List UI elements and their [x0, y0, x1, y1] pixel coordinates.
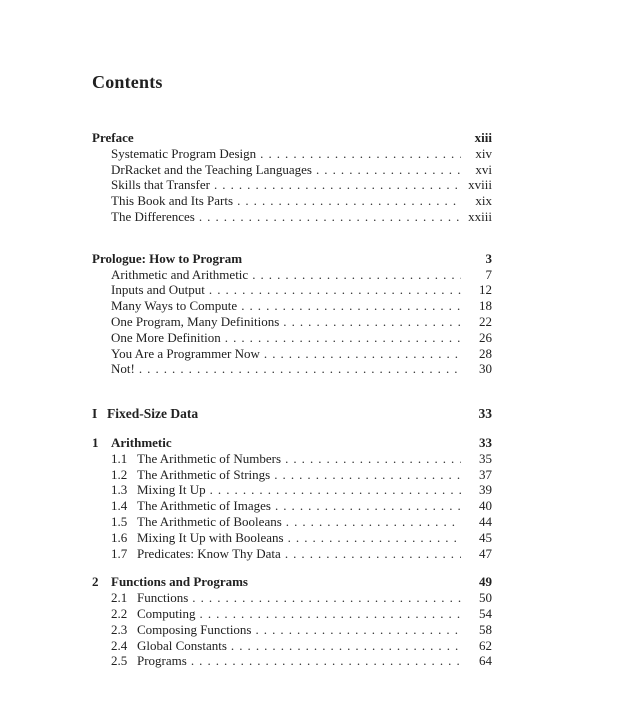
heading-title: Arithmetic	[111, 434, 172, 450]
toc-entry-row	[92, 330, 492, 346]
toc-heading-row	[92, 406, 492, 422]
entry-title: Mixing It Up	[137, 482, 206, 498]
entry-title: Global Constants	[137, 637, 227, 653]
toc-entry-row	[92, 314, 492, 330]
entry-number: 2.2	[111, 605, 128, 621]
heading-page-number: 3	[485, 250, 492, 266]
toc-entry-row	[92, 298, 492, 314]
toc-section	[92, 435, 492, 561]
heading-title: Prologue: How to Program	[92, 250, 243, 266]
toc-entry-row	[92, 267, 492, 283]
toc-entry-row	[92, 482, 492, 498]
dot-leader	[252, 267, 461, 283]
entry-title: The Arithmetic of Booleans	[137, 513, 282, 529]
entry-title: The Arithmetic of Images	[137, 498, 271, 514]
entry-title: The Arithmetic of Numbers	[137, 450, 282, 466]
entry-title: Predicates: Know Thy Data	[137, 545, 281, 561]
entry-page-number: 39	[479, 482, 492, 498]
entry-page-number: 26	[479, 329, 492, 345]
heading-page-number: 33	[479, 434, 492, 450]
entry-number: 1.5	[111, 513, 128, 529]
entry-page-number: 54	[479, 605, 492, 621]
page-content	[92, 0, 492, 669]
toc-entry-row	[92, 514, 492, 530]
dot-leader	[199, 209, 461, 225]
entry-page-number: xviii	[468, 177, 492, 193]
toc-entry-row	[92, 606, 492, 622]
entry-page-number: xiv	[475, 145, 492, 161]
entry-number: 1.2	[111, 466, 128, 482]
toc-entry-row	[92, 590, 492, 606]
toc-entry-row	[92, 530, 492, 546]
entry-number: 1.7	[111, 545, 128, 561]
entry-page-number: xvi	[475, 161, 492, 177]
dot-leader	[214, 177, 461, 193]
toc-heading-row	[92, 130, 492, 146]
entry-title: This Book and Its Parts	[111, 193, 234, 209]
entry-title: Inputs and Output	[111, 282, 205, 298]
dot-leader	[264, 346, 461, 362]
entry-number: 2.5	[111, 653, 128, 669]
dot-leader	[286, 514, 461, 530]
dot-leader	[256, 622, 462, 638]
heading-number: 2	[92, 574, 99, 590]
dot-leader	[200, 606, 461, 622]
toc-entry-row	[92, 346, 492, 362]
heading-number: 1	[92, 434, 99, 450]
entry-page-number: 50	[479, 590, 492, 606]
entry-page-number: 30	[479, 361, 492, 377]
entry-title: The Differences	[111, 208, 195, 224]
toc-heading-row	[92, 435, 492, 451]
entry-number: 1.4	[111, 498, 128, 514]
dot-leader	[285, 546, 461, 562]
dot-leader	[288, 530, 461, 546]
entry-number: 2.1	[111, 590, 128, 606]
entry-number: 1.6	[111, 529, 128, 545]
heading-page-number: 33	[478, 406, 492, 422]
toc-section	[92, 251, 492, 377]
dot-leader	[210, 482, 461, 498]
entry-page-number: 40	[479, 498, 492, 514]
dot-leader	[191, 653, 461, 669]
entry-page-number: 45	[479, 529, 492, 545]
entry-title: Functions	[137, 590, 189, 606]
toc-entry-row	[92, 162, 492, 178]
entry-page-number: xxiii	[468, 208, 492, 224]
dot-leader	[274, 467, 461, 483]
entry-title: The Arithmetic of Strings	[137, 466, 271, 482]
page-title: Contents	[92, 72, 163, 92]
toc-heading-row	[92, 574, 492, 590]
entry-number: 2.3	[111, 621, 128, 637]
entry-page-number: 64	[479, 653, 492, 669]
entry-title: Many Ways to Compute	[111, 298, 238, 314]
entry-page-number: 7	[485, 266, 492, 282]
entry-page-number: 62	[479, 637, 492, 653]
toc-entry-row	[92, 209, 492, 225]
entry-title: You Are a Programmer Now	[111, 345, 260, 361]
heading-title: Preface	[92, 130, 134, 145]
toc-entry-row	[92, 177, 492, 193]
toc-entry-row	[92, 451, 492, 467]
entry-number: 1.3	[111, 482, 128, 498]
entry-title: Arithmetic and Arithmetic	[111, 266, 249, 282]
entry-page-number: 44	[479, 513, 492, 529]
entry-title: Programs	[137, 653, 187, 669]
dot-leader	[139, 361, 461, 377]
entry-page-number: 12	[479, 282, 492, 298]
entry-page-number: 37	[479, 466, 492, 482]
dot-leader	[275, 498, 461, 514]
dot-leader	[285, 451, 461, 467]
entry-title: Systematic Program Design	[111, 145, 257, 161]
dot-leader	[209, 282, 461, 298]
toc-heading-row	[92, 251, 492, 267]
toc-entry-row	[92, 498, 492, 514]
dot-leader	[231, 638, 461, 654]
dot-leader	[237, 193, 461, 209]
toc-entry-row	[92, 361, 492, 377]
dot-leader	[241, 298, 461, 314]
dot-leader	[316, 162, 461, 178]
dot-leader	[225, 330, 461, 346]
toc-entry-row	[92, 146, 492, 162]
entry-page-number: 22	[479, 313, 492, 329]
entry-title: Mixing It Up with Booleans	[137, 529, 284, 545]
toc-entry-row	[92, 622, 492, 638]
toc-entry-row	[92, 193, 492, 209]
entry-title: Not!	[111, 361, 135, 377]
entry-title: One Program, Many Definitions	[111, 313, 280, 329]
toc-entry-row	[92, 638, 492, 654]
toc-section	[92, 574, 492, 669]
entry-title: Skills that Transfer	[111, 177, 210, 193]
toc-entry-row	[92, 467, 492, 483]
entry-number: 2.4	[111, 637, 128, 653]
heading-page-number: xiii	[474, 130, 492, 145]
toc-entry-row	[92, 546, 492, 562]
entry-page-number: 35	[479, 450, 492, 466]
entry-page-number: 28	[479, 345, 492, 361]
entry-number: 1.1	[111, 450, 128, 466]
entry-title: One More Definition	[111, 329, 221, 345]
dot-leader	[192, 590, 461, 606]
entry-page-number: 47	[479, 545, 492, 561]
toc-section	[92, 406, 492, 422]
heading-title: Functions and Programs	[111, 574, 248, 590]
toc-entry-row	[92, 282, 492, 298]
dot-leader	[260, 146, 461, 162]
heading-number: I	[92, 406, 98, 422]
entry-page-number: 18	[479, 298, 492, 314]
entry-title: Computing	[137, 605, 196, 621]
toc-entry-row	[92, 653, 492, 669]
entry-page-number: xix	[475, 193, 492, 209]
heading-page-number: 49	[479, 574, 492, 590]
dot-leader	[283, 314, 461, 330]
entry-title: Composing Functions	[137, 621, 252, 637]
toc-section	[92, 130, 492, 225]
entry-page-number: 58	[479, 621, 492, 637]
heading-title: Fixed-Size Data	[107, 406, 199, 422]
entry-title: DrRacket and the Teaching Languages	[111, 161, 312, 177]
table-of-contents	[92, 130, 492, 669]
